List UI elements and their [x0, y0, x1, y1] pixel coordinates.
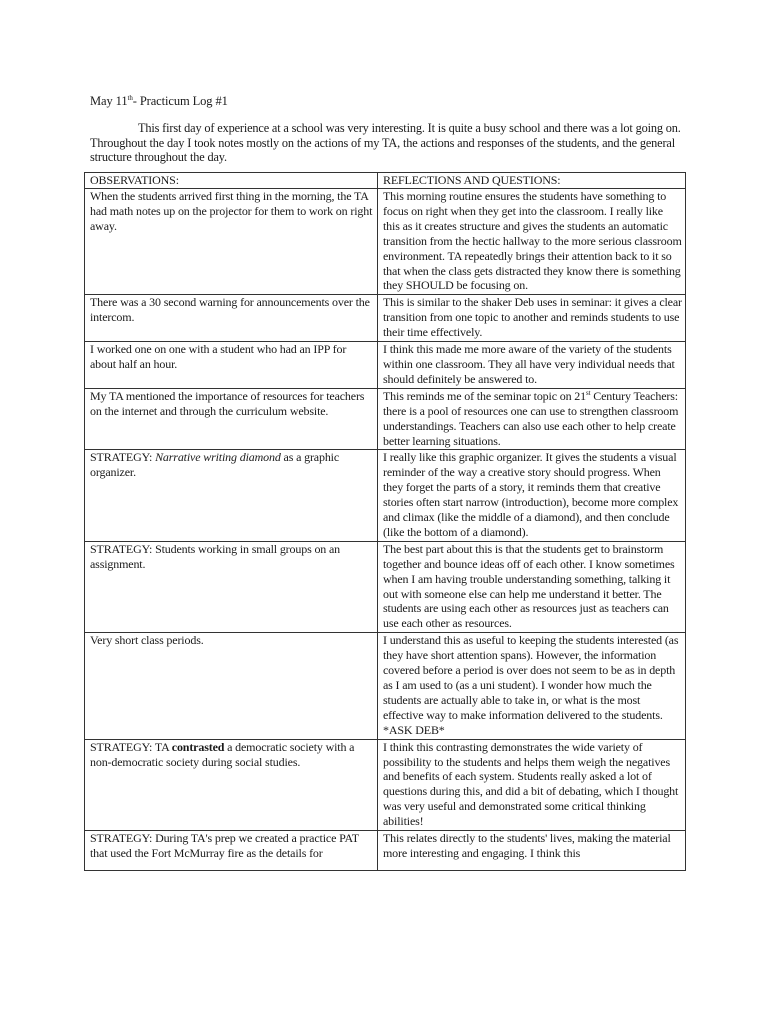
observation-cell: When the students arrived first thing in the morning, the TA had math notes up on the projector for them to work on right away.: [85, 189, 378, 295]
reflection-cell: This is similar to the shaker Deb uses in seminar: it gives a clear transition from one topic to another and reminds students to use their time effectively.: [378, 295, 686, 342]
table-header-row: [85, 173, 686, 189]
table-row: [85, 189, 686, 295]
table-row: [85, 831, 686, 871]
practicum-log-table: [84, 172, 686, 871]
reflection-cell: I really like this graphic organizer. It gives the students a visual reminder of the way a creative story should progress. When they forget the parts of a story, it reminds them that creative stories often start narrow (introduction), become more complex and climax (like the middle of a diamond), and then conclude (like the bottom of a diamond).: [378, 450, 686, 541]
table-row: [85, 450, 686, 541]
reflection-cell: I think this made me more aware of the variety of the students within one classroom. They all have very individual needs that should definitely be answered to.: [378, 342, 686, 389]
intro-paragraph: This first day of experience at a school was very interesting. It is quite a busy school and there was a lot going on. Throughout the day I took notes mostly on the actions of my TA, the actions and responses of the students, and the general structure throughout the day.: [90, 121, 681, 165]
observation-cell: Very short class periods.: [85, 633, 378, 739]
reflection-cell: This reminds me of the seminar topic on 21st Century Teachers: there is a pool of resources one can use to strengthen classroom understandings. Teachers can also use each other to help create better learning situations.: [378, 388, 686, 450]
observation-cell: STRATEGY: Students working in small groups on an assignment.: [85, 541, 378, 632]
observation-cell: STRATEGY: During TA's prep we created a practice PAT that used the Fort McMurray fire as the details for: [85, 831, 378, 871]
observation-cell: STRATEGY: TA contrasted a democratic society with a non-democratic society during social studies.: [85, 739, 378, 830]
observation-cell: There was a 30 second warning for announcements over the intercom.: [85, 295, 378, 342]
reflection-cell: This relates directly to the students' lives, making the material more interesting and engaging. I think this: [378, 831, 686, 871]
table-row: [85, 633, 686, 739]
observation-cell: I worked one on one with a student who had an IPP for about half an hour.: [85, 342, 378, 389]
table-row: [85, 388, 686, 450]
reflections-header: REFLECTIONS AND QUESTIONS:: [378, 173, 686, 189]
observations-header: OBSERVATIONS:: [85, 173, 378, 189]
page-title: May 11th- Practicum Log #1: [90, 94, 228, 108]
reflection-cell: I understand this as useful to keeping the students interested (as they have short attention spans). However, the information covered before a period is over does not seem to be as in depth as I am used to (as a uni student). I wonder how much the students are actually able to take in, or what is the most effective way to make information delivered to the students. *ASK DEB*: [378, 633, 686, 739]
reflection-cell: The best part about this is that the students get to brainstorm together and bounce ideas off of each other. I know sometimes when I am having trouble understanding something, talking it out with someone else can help me understand it better. The students are using each other as resources just as teachers can use each other as resources.: [378, 541, 686, 632]
reflection-cell: This morning routine ensures the students have something to focus on right when they get into the classroom. I really like this as it creates structure and gives the students an automatic transition from the hectic hallway to the more serious classroom environment. TA repeatedly brings their attention back to it so that when the class gets distracted they know there is something they SHOULD be focusing on.: [378, 189, 686, 295]
table-row: [85, 739, 686, 830]
observation-cell: STRATEGY: Narrative writing diamond as a graphic organizer.: [85, 450, 378, 541]
table-row: [85, 541, 686, 632]
reflection-cell: I think this contrasting demonstrates the wide variety of possibility to the students and helps them weigh the negatives and benefits of each system. Students really asked a lot of questions during this, and did a bit of debating, which I thought was very useful and demonstrated some critical thinking abilities!: [378, 739, 686, 830]
table-row: [85, 342, 686, 389]
observation-cell: My TA mentioned the importance of resources for teachers on the internet and through the curriculum website.: [85, 388, 378, 450]
table-row: [85, 295, 686, 342]
